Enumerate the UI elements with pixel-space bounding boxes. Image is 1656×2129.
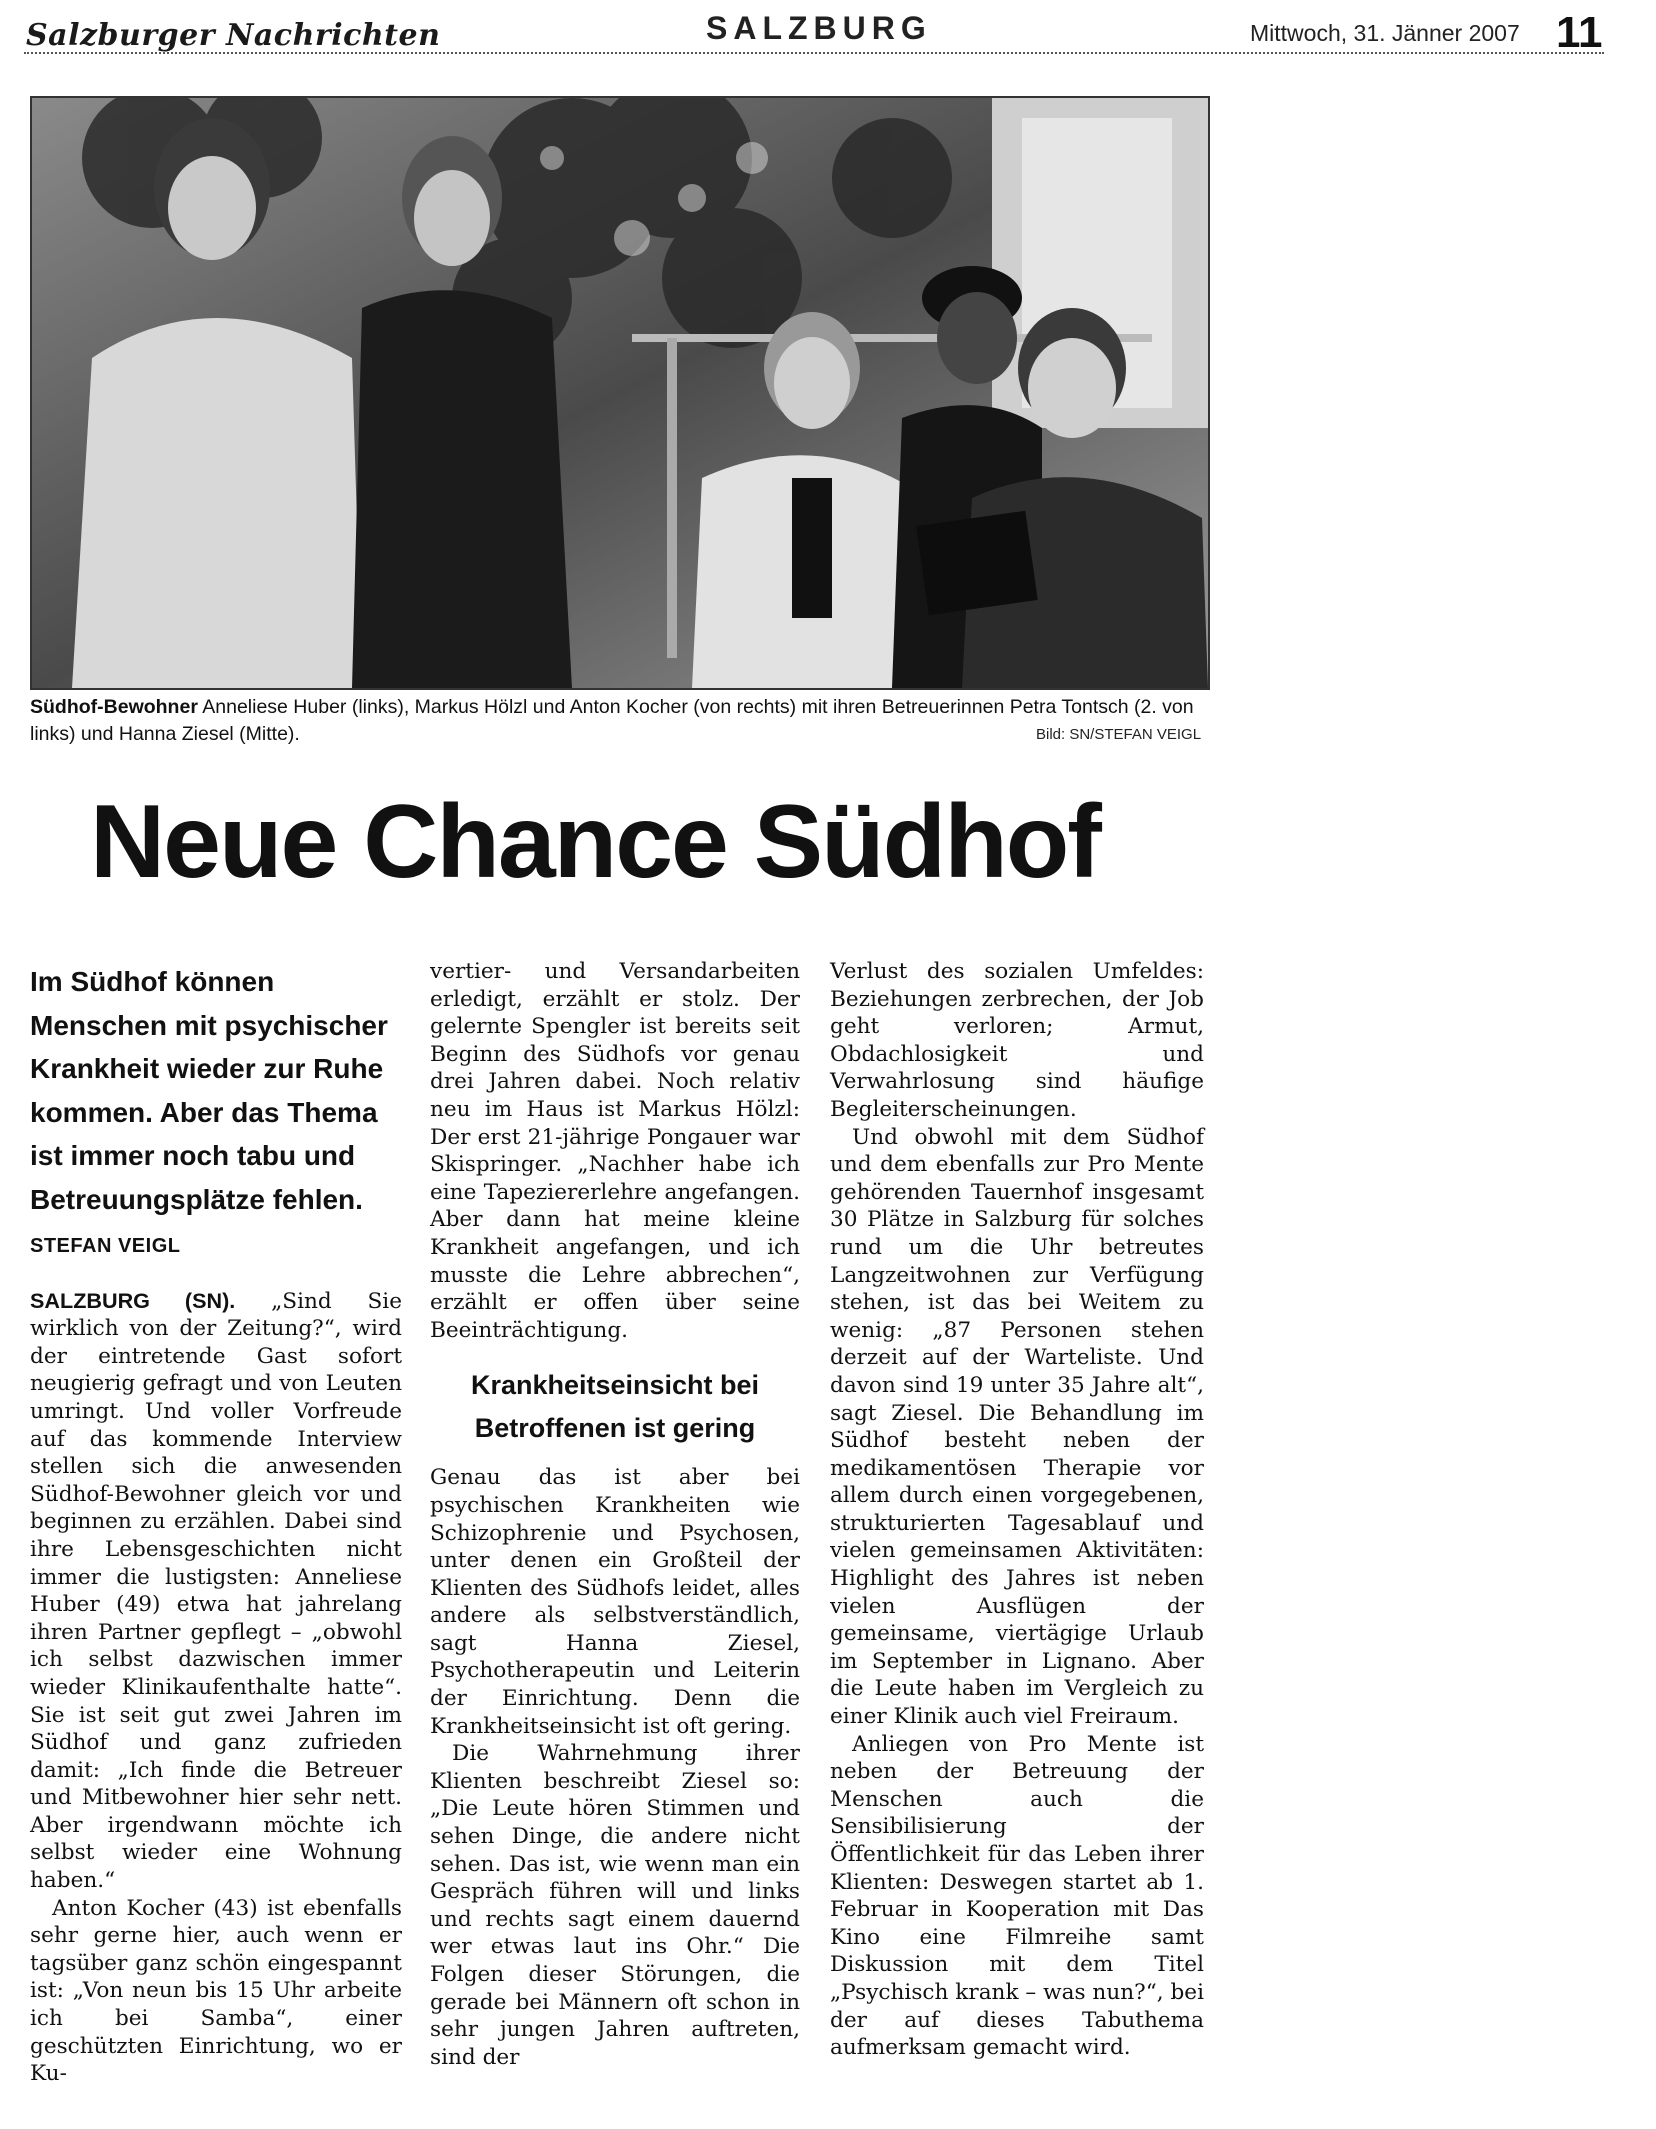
group-photo-illustration bbox=[32, 98, 1208, 688]
section-title: SALZBURG bbox=[706, 10, 932, 46]
paragraph: Anton Kocher (43) ist ebenfalls sehr gerne hier, auch wenn er tagsüber ganz schön eingespannt ist: „Von neun bis 15 Uhr arbeite ich bei Samba“, einer geschützten Einrichtung, wo er Ku- bbox=[30, 1895, 402, 2087]
photo-caption bbox=[30, 694, 1206, 748]
paragraph: vertier- und Versandarbeiten erledigt, erzählt er stolz. Der gelernte Spengler ist bereits seit Beginn des Südhofs vor genau drei Jahren dabei. Noch relativ neu im Haus ist Markus Hölzl: Der erst 21-jährige Pongauer war Skispringer. „Nachher habe ich eine Tapeziererlehre angefangen. Aber dann hat meine kleine Krankheit angefangen, und ich musste die Lehre abbrechen“, erzählt er offen über seine Beeinträchtigung. bbox=[430, 959, 800, 1343]
article-lead: Im Südhof können Menschen mit psychischer Krankheit wieder zur Ruhe kommen. Aber das Thema ist immer noch tabu und Betreuungsplätze fehlen. bbox=[30, 966, 388, 1215]
page-number: 11 bbox=[1556, 8, 1603, 57]
article-column-3 bbox=[830, 958, 1204, 2062]
paragraph: Anliegen von Pro Mente ist neben der Betreuung der Menschen auch die Sensibilisierung der Öffentlichkeit für das Leben ihrer Klienten: Deswegen startet ab 1. Februar in Kooperation mit Das Kino eine Filmreihe samt Diskussion mit dem Titel „Psychisch krank – was nun?“, bei der auf dieses Tabuthema aufmerksam gemacht wird. bbox=[830, 1731, 1204, 2061]
article-byline: STEFAN VEIGL bbox=[30, 1235, 181, 1257]
caption-text: Anneliese Huber (links), Markus Hölzl und Anton Kocher (von rechts) mit ihren Betreuerinnen Petra Tontsch (2. von links) und Hanna Ziesel (Mitte). bbox=[30, 696, 1194, 745]
paragraph: Und obwohl mit dem Südhof und dem ebenfalls zur Pro Mente gehörenden Tauernhof insgesamt 30 Plätze in Salzburg für solches rund um die Uhr betreutes Langzeitwohnen zur Verfügung stehen, ist das bei Weitem zu wenig: „87 Personen stehen derzeit auf der Warteliste. Und davon sind 19 unter 35 Jahre alt“, sagt Ziesel. Die Behandlung im Südhof besteht neben der medikamentösen Therapie vor allem durch einen vorgegebenen, strukturierten Tagesablauf und vielen gemeinsamen Aktivitäten: Highlight des Jahres ist neben vielen Ausflügen der gemeinsame, viertägige Urlaub im September in Lignano. Aber die Leute haben im Vergleich zu einer Klinik auch viel Freiraum. bbox=[830, 1124, 1204, 1730]
issue-date: Mittwoch, 31. Jänner 2007 bbox=[1250, 20, 1520, 46]
article-column-2 bbox=[430, 958, 800, 2071]
dateline: SALZBURG (SN). bbox=[30, 1287, 236, 1313]
photo-credit: Bild: SN/STEFAN VEIGL bbox=[1036, 726, 1202, 743]
article-column-1 bbox=[30, 960, 402, 2088]
masthead-rule bbox=[24, 52, 1604, 54]
newspaper-masthead: Salzburger Nachrichten bbox=[26, 18, 441, 53]
article-subhead: Krankheitseinsicht bei Betroffenen ist gering bbox=[470, 1370, 760, 1444]
article-headline: Neue Chance Südhof bbox=[90, 784, 1100, 900]
paragraph: Die Wahrnehmung ihrer Klienten beschreibt Ziesel so: „Die Leute hören Stimmen und sehen Dinge, die andere nicht sehen. Das ist, wie wenn man ein Gespräch führen will und links und rechts sagt einem dauernd wer etwas laut ins Ohr.“ Die Folgen dieser Störungen, die gerade bei Männern oft schon in sehr jungen Jahren auftreten, sind der bbox=[430, 1741, 800, 2070]
article-photo bbox=[30, 96, 1210, 690]
paragraph: Verlust des sozialen Umfeldes: Beziehungen zerbrechen, der Job geht verloren; Armut, Obdachlosigkeit und Verwahrlosung sind häufige Begleiterscheinungen. bbox=[830, 959, 1204, 1122]
caption-lead: Südhof-Bewohner bbox=[30, 696, 198, 718]
paragraph bbox=[30, 1287, 402, 1895]
paragraph: Genau das ist aber bei psychischen Krankheiten wie Schizophrenie und Psychosen, unter denen ein Großteil der Klienten des Südhofs leidet, alles andere als selbstverständlich, sagt Hanna Ziesel, Psychotherapeutin und Leiterin der Einrichtung. Denn die Krankheitseinsicht ist oft gering. bbox=[430, 1465, 800, 1739]
paragraph-text: „Sind Sie wirklich von der Zeitung?“, wird der eintretende Gast sofort neugierig gefragt und von Leuten umringt. Und voller Vorfreude auf das kommende Interview stellen sich die anwesenden Südhof-Bewohner gleich vor und beginnen zu erzählen. Dabei sind ihre Lebensgeschichten nicht immer die lustigsten: Anneliese Huber (49) etwa hat jahrelang ihren Partner gepflegt – „obwohl ich selbst dazwischen immer wieder Klinikaufenthalte hatte“. Sie ist seit gut zwei Jahren im Südhof und ganz zufrieden damit: „Ich finde die Betreuer und Mitbewohner hier sehr nett. Aber irgendwann möchte ich selbst wieder eine Wohnung haben.“ bbox=[30, 1288, 402, 1894]
